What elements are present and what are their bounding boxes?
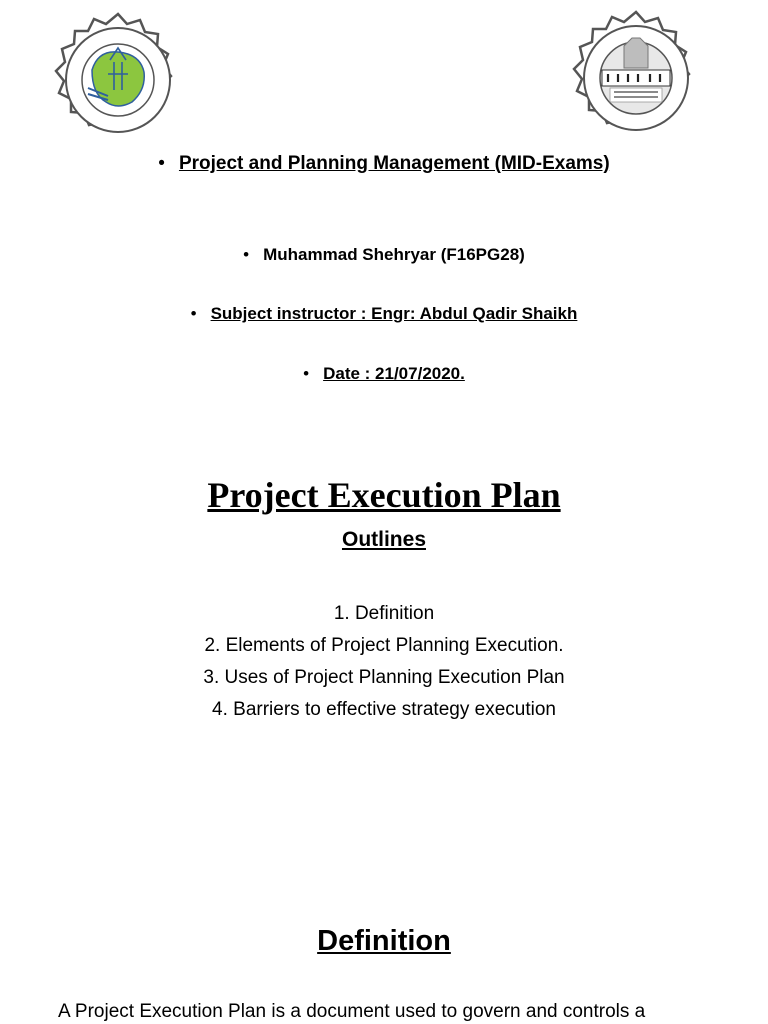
outlines-heading: Outlines [341,528,426,551]
student-name-text: Muhammad Shehryar (F16PG28) [263,245,525,264]
exam-date-text: Date : 21/07/2020. [323,364,465,383]
definition-heading: Definition [317,925,451,957]
ipnge-logo [566,8,706,148]
outline-item-uses: 3. Uses of Project Planning Execution Plan [203,667,565,688]
course-title: • Project and Planning Management (MID-Exams) [158,153,610,174]
definition-paragraph: A Project Execution Plan is a document used to govern and controls a [58,1001,646,1022]
mehran-university-seal-icon [48,10,188,150]
course-title-text: Project and Planning Management (MID-Exams) [178,153,610,174]
exam-date: • Date : 21/07/2020. [303,364,465,383]
ipnge-seal-icon [566,8,706,148]
outline-item-elements: 2. Elements of Project Planning Execution. [204,635,564,656]
outline-item-barriers: 4. Barriers to effective strategy execution [212,699,556,720]
outline-item-definition: 1. Definition [333,603,435,624]
mehran-university-logo [48,10,188,150]
subject-instructor-text: Subject instructor : Engr: Abdul Qadir Shaikh [210,304,578,323]
subject-instructor: • Subject instructor : Engr: Abdul Qadir Shaikh [190,304,578,323]
document-title: Project Execution Plan [207,475,561,515]
student-name: • Muhammad Shehryar (F16PG28) [243,245,525,264]
outline-list [0,598,768,726]
